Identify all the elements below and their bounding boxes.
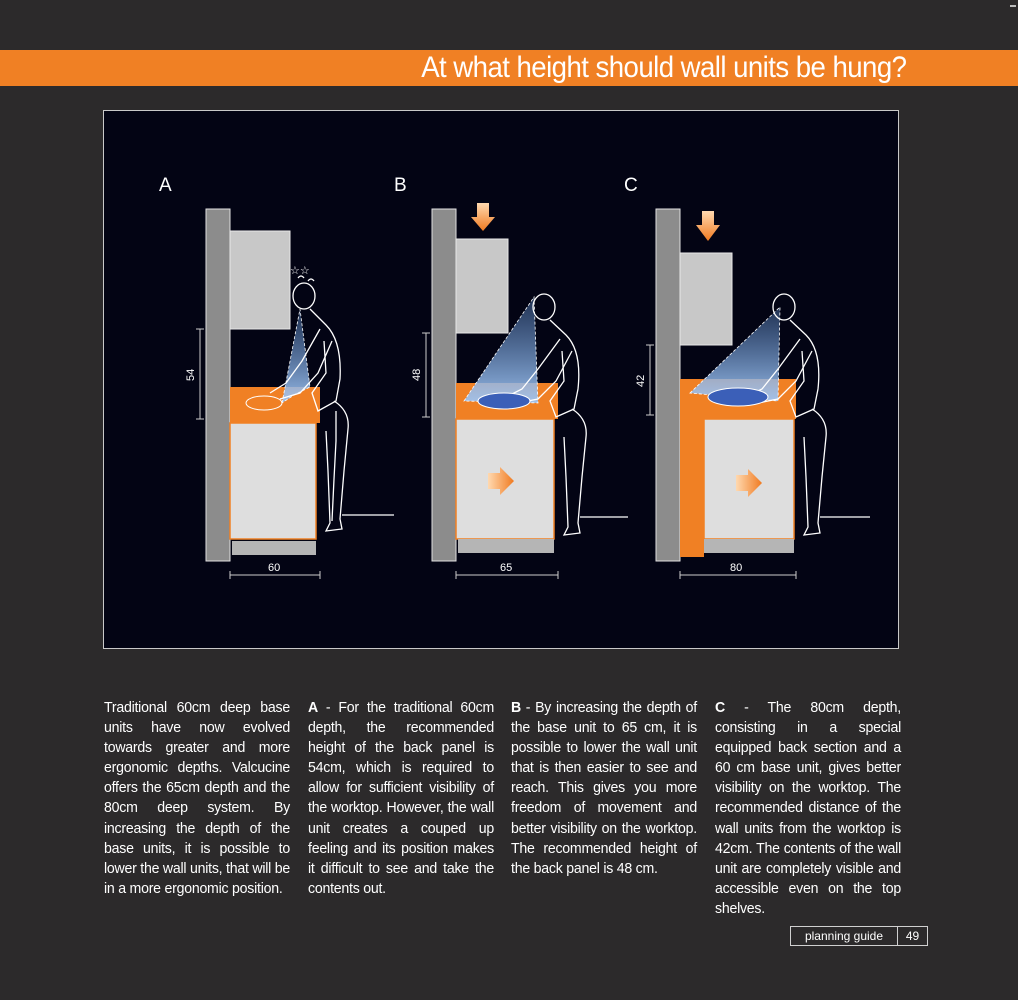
illustration-frame [103, 110, 899, 649]
intro-text: Traditional 60cm deep base units have now evolved towards greater and more ergonomic depths. Valcucine offers the 65cm depth and the 80cm deep system. By increasing the depth of the base units, it is possible to lower the wall units, that will be in a more ergonomic position. [104, 699, 291, 897]
page-title: At what height should wall units be hung? [420, 51, 906, 84]
column-c-letter: C [715, 699, 725, 716]
column-a [308, 698, 494, 899]
panel-c-cloth [708, 388, 768, 406]
footer-label: planning guide [790, 926, 898, 946]
kitchen-diagram [104, 111, 900, 650]
edge-mark [1010, 5, 1016, 7]
intro-column [104, 698, 290, 899]
panel-c-down-arrow-icon [696, 211, 720, 241]
panel-b-wall [432, 209, 456, 561]
page-footer [790, 926, 928, 946]
panel-b-letter: B [394, 175, 407, 196]
panel-b [394, 175, 628, 579]
title-bar [0, 50, 1018, 86]
panel-c [624, 175, 870, 579]
panel-b-wall-unit [456, 239, 508, 333]
panel-a-base-unit [230, 423, 316, 539]
column-b [511, 698, 697, 879]
panel-a-wall [206, 209, 230, 561]
panel-c-letter: C [624, 175, 638, 196]
panel-b-plinth [458, 539, 554, 553]
panel-a-stars-icon: ☆☆ [290, 265, 310, 277]
panel-a [159, 175, 394, 579]
panel-a-worktop [230, 387, 320, 423]
panel-b-cloth [478, 393, 530, 409]
panel-a-depth-label: 60 [268, 562, 281, 574]
column-a-text: - For the traditional 60cm depth, the recommended height of the back panel is 54cm, which is required to allow for sufficient visibility of the worktop. However, the wall unit creates a couped up feeling and its position makes it difficult to see and take the contents out. [308, 699, 494, 897]
panel-c-height-label: 42 [635, 374, 647, 387]
page-number: 49 [898, 926, 928, 946]
panel-c-plinth [704, 539, 794, 553]
panel-c-wall-unit [680, 253, 732, 345]
panel-c-wall [656, 209, 680, 561]
panel-a-height-dim [196, 329, 204, 419]
panel-a-height-label: 54 [185, 368, 197, 381]
column-b-text: - By increasing the depth of the base unit to 65 cm, it is possible to lower the wall unit that is then easier to see and reach. This gives you more freedom of movement and better visibility on the worktop. The recommended height of the back panel is 48 cm. [511, 699, 697, 877]
column-c-text: - The 80cm depth, consisting in a special equipped back section and a 60 cm base unit, gives better visibility on the worktop. The recommended distance of the wall units from the worktop is 42cm. The contents of the wall unit are completely visible and accessible even on the top shelves. [715, 699, 901, 917]
panel-a-plinth [232, 541, 316, 555]
column-c [715, 698, 901, 919]
column-b-letter: B [511, 699, 521, 716]
panel-c-depth-label: 80 [730, 562, 743, 574]
panel-b-height-dim [422, 333, 430, 417]
panel-a-wall-unit [230, 231, 290, 329]
panel-c-height-dim [646, 345, 654, 415]
panel-b-height-label: 48 [411, 368, 423, 381]
panel-b-down-arrow-icon [471, 203, 495, 231]
panel-a-letter: A [159, 175, 172, 196]
panel-b-depth-label: 65 [500, 562, 513, 574]
column-a-letter: A [308, 699, 318, 716]
